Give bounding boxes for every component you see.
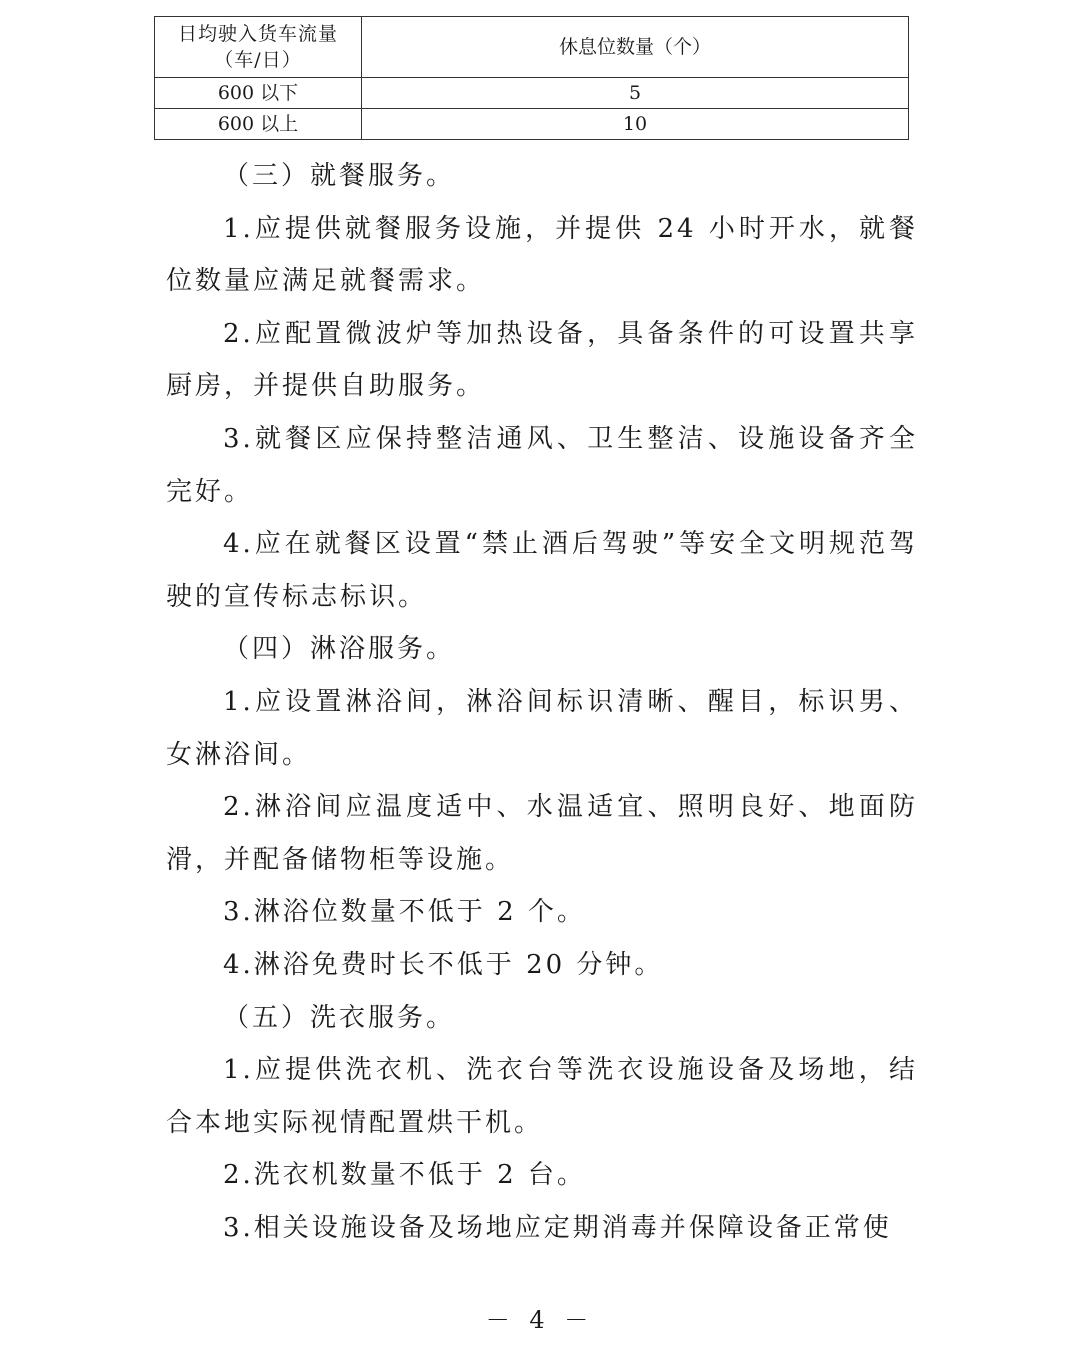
section-heading-laundry: （五）洗衣服务。 [223, 1002, 456, 1033]
paragraph: 1.应提供就餐服务设施，并提供 24 小时开水，就餐位数量应满足就餐需求。 [166, 213, 918, 297]
paragraph: 2.应配置微波炉等加热设备，具备条件的可设置共享厨房，并提供自助服务。 [166, 318, 918, 402]
body-text [166, 150, 918, 1254]
paragraph: 3.相关设施设备及场地应定期消毒并保障设备正常使 [223, 1212, 892, 1243]
header-traffic-flow [155, 17, 362, 78]
paragraph: 4.淋浴免费时长不低于 20 分钟。 [223, 949, 664, 980]
header-rest-spot-count: 休息位数量（个） [362, 17, 909, 78]
rest-spot-table [154, 16, 909, 140]
table-row [155, 78, 909, 109]
header-traffic-flow-line2: （车/日） [214, 49, 302, 71]
header-traffic-flow-line1: 日均驶入货车流量 [177, 23, 338, 45]
section-heading-shower: （四）淋浴服务。 [223, 634, 456, 665]
paragraph: 1.应提供洗衣机、洗衣台等洗衣设施设备及场地，结合本地实际视情配置烘干机。 [166, 1055, 918, 1138]
paragraph: 2.洗衣机数量不低于 2 台。 [223, 1160, 586, 1191]
paragraph: 4.应在就餐区设置“禁止酒后驾驶”等安全文明规范驾驶的宣传标志标识。 [166, 529, 918, 612]
paragraph: 3.就餐区应保持整洁通风、卫生整洁、设施设备齐全完好。 [166, 423, 918, 507]
paragraph: 2.淋浴间应温度适中、水温适宜、照明良好、地面防滑，并配备储物柜等设施。 [166, 792, 918, 875]
section-heading-dining: （三）就餐服务。 [223, 161, 456, 191]
rest-spot-count-cell: 5 [362, 78, 909, 109]
traffic-flow-cell: 600 以上 [155, 109, 362, 140]
traffic-flow-cell: 600 以下 [155, 78, 362, 109]
table-header-row [155, 17, 909, 78]
paragraph: 1.应设置淋浴间，淋浴间标识清晰、醒目，标识男、女淋浴间。 [166, 686, 918, 770]
rest-spot-count-cell: 10 [362, 109, 909, 140]
paragraph: 3.淋浴位数量不低于 2 个。 [223, 897, 586, 928]
table-row [155, 109, 909, 140]
page-number: － 4 － [485, 1306, 595, 1334]
